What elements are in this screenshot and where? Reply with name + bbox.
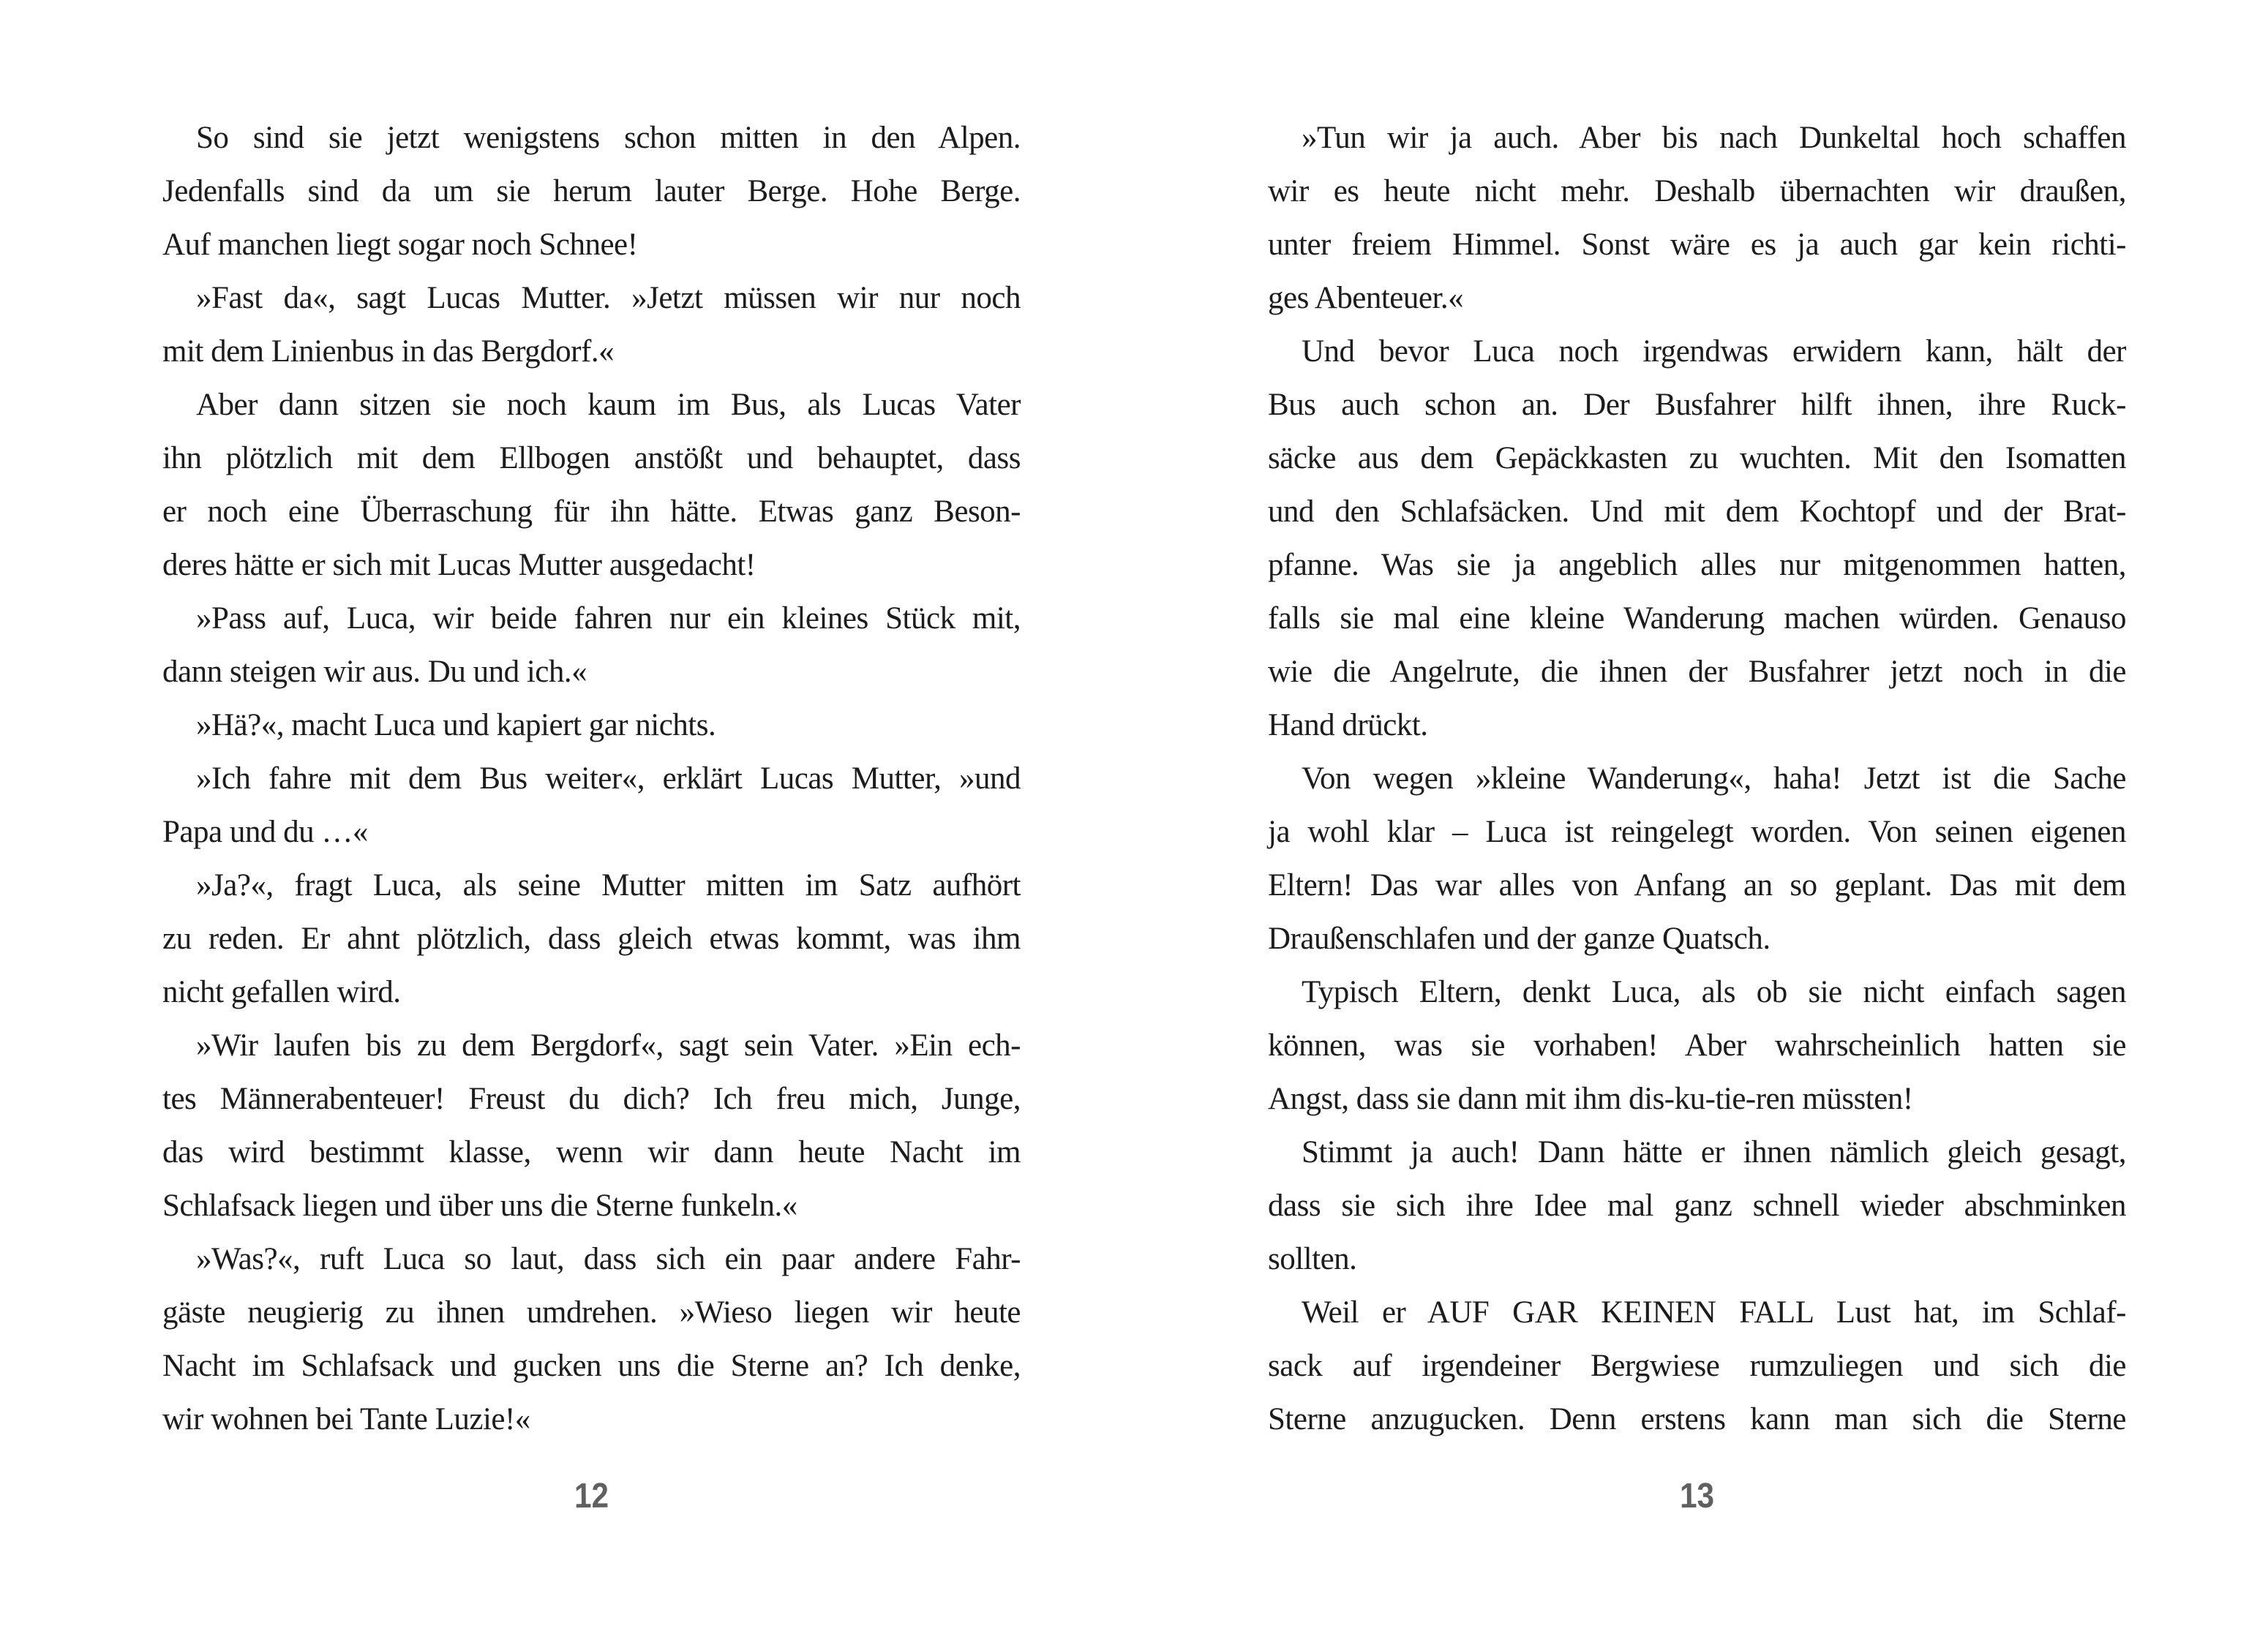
page-number-left: 12 xyxy=(574,1476,609,1516)
text-line: pfanne. Was sie ja angeblich alles nur mitgenommen hatten, xyxy=(1268,548,2126,582)
text-line: wir es heute nicht mehr. Deshalb übernachten wir draußen, xyxy=(1268,174,2126,208)
text-line: ges Abenteuer.« xyxy=(1268,281,1464,315)
text-line: tes Männerabenteuer! Freust du dich? Ich freu mich, Junge, xyxy=(162,1082,1021,1116)
text-line: Sterne anzugucken. Denn erstens kann man sich die Sterne xyxy=(1268,1402,2126,1436)
text-line: er noch eine Überraschung für ihn hätte. Etwas ganz Beson- xyxy=(162,494,1021,529)
text-line: säcke aus dem Gepäckkasten zu wuchten. Mit den Isomatten xyxy=(1268,441,2126,475)
paragraph xyxy=(162,1232,1021,1446)
text-line: können, was sie vorhaben! Aber wahrscheinlich hatten sie xyxy=(1268,1028,2126,1063)
text-line: deres hätte er sich mit Lucas Mutter ausgedacht! xyxy=(162,548,756,582)
text-line: Stimmt ja auch! Dann hätte er ihnen nämlich gleich gesagt, xyxy=(1302,1135,2126,1170)
text-line: So sind sie jetzt wenigstens schon mitten in den Alpen. xyxy=(196,121,1021,155)
paragraph xyxy=(1268,111,2126,325)
paragraph xyxy=(1268,1286,2126,1446)
paragraph xyxy=(162,271,1021,378)
text-line: Auf manchen liegt sogar noch Schnee! xyxy=(162,227,638,262)
paragraph xyxy=(1268,325,2126,752)
text-line: das wird bestimmt klasse, wenn wir dann heute Nacht im xyxy=(162,1135,1021,1170)
text-line: Und bevor Luca noch irgendwas erwidern kann, hält der xyxy=(1302,334,2126,369)
text-line: Papa und du …« xyxy=(162,815,368,849)
text-line: »Fast da«, sagt Lucas Mutter. »Jetzt müssen wir nur noch xyxy=(196,281,1021,315)
paragraph xyxy=(162,592,1021,698)
text-line: sack auf irgendeiner Bergwiese rumzuliegen und sich die xyxy=(1268,1349,2126,1383)
text-line: gäste neugierig zu ihnen umdrehen. »Wieso liegen wir heute xyxy=(162,1295,1021,1330)
text-line: Angst, dass sie dann mit ihm dis-ku-tie-ren müssten! xyxy=(1268,1082,1913,1116)
text-line: Schlafsack liegen und über uns die Sterne funkeln.« xyxy=(162,1189,797,1223)
text-line: wie die Angelrute, die ihnen der Busfahrer jetzt noch in die xyxy=(1268,655,2126,689)
text-line: falls sie mal eine kleine Wanderung machen würden. Genauso xyxy=(1268,601,2126,636)
paragraph xyxy=(162,1019,1021,1232)
text-line: »Ja?«, fragt Luca, als seine Mutter mitten im Satz aufhört xyxy=(196,868,1021,903)
paragraph xyxy=(162,111,1021,271)
text-line: Weil er AUF GAR KEINEN FALL Lust hat, im Schlaf- xyxy=(1302,1295,2126,1330)
paragraph xyxy=(162,698,1021,752)
text-line: sollten. xyxy=(1268,1242,1357,1276)
text-line: dass sie sich ihre Idee mal ganz schnell wieder abschminken xyxy=(1268,1189,2126,1223)
text-line: »Tun wir ja auch. Aber bis nach Dunkeltal hoch schaffen xyxy=(1302,121,2126,155)
text-line: nicht gefallen wird. xyxy=(162,975,401,1009)
text-line: zu reden. Er ahnt plötzlich, dass gleich etwas kommt, was ihm xyxy=(162,922,1021,956)
paragraph xyxy=(162,378,1021,592)
text-line: »Pass auf, Luca, wir beide fahren nur ein kleines Stück mit, xyxy=(196,601,1021,636)
page-number-right: 13 xyxy=(1679,1476,1715,1516)
text-line: mit dem Linienbus in das Bergdorf.« xyxy=(162,334,615,369)
paragraph xyxy=(1268,1126,2126,1286)
page-13-text-column xyxy=(1268,111,2126,1446)
text-line: unter freiem Himmel. Sonst wäre es ja auch gar kein richti- xyxy=(1268,227,2126,262)
page-12-text-column xyxy=(162,111,1021,1446)
text-line: Von wegen »kleine Wanderung«, haha! Jetzt ist die Sache xyxy=(1302,761,2126,796)
paragraph xyxy=(1268,965,2126,1126)
paragraph xyxy=(162,752,1021,859)
paragraph xyxy=(1268,752,2126,965)
paragraph xyxy=(162,859,1021,1019)
text-line: Eltern! Das war alles von Anfang an so geplant. Das mit dem xyxy=(1268,868,2126,903)
text-line: Hand drückt. xyxy=(1268,708,1428,742)
text-line: und den Schlafsäcken. Und mit dem Kochtopf und der Brat- xyxy=(1268,494,2126,529)
text-line: »Ich fahre mit dem Bus weiter«, erklärt Lucas Mutter, »und xyxy=(196,761,1021,796)
text-line: Aber dann sitzen sie noch kaum im Bus, als Lucas Vater xyxy=(196,388,1021,422)
text-line: ja wohl klar – Luca ist reingelegt worden. Von seinen eigenen xyxy=(1268,815,2126,849)
text-line: dann steigen wir aus. Du und ich.« xyxy=(162,655,587,689)
text-line: wir wohnen bei Tante Luzie!« xyxy=(162,1402,530,1436)
text-line: »Wir laufen bis zu dem Bergdorf«, sagt sein Vater. »Ein ech- xyxy=(196,1028,1021,1063)
text-line: Nacht im Schlafsack und gucken uns die Sterne an? Ich denke, xyxy=(162,1349,1021,1383)
text-line: Jedenfalls sind da um sie herum lauter Berge. Hohe Berge. xyxy=(162,174,1021,208)
text-line: Draußenschlafen und der ganze Quatsch. xyxy=(1268,922,1771,956)
text-line: Bus auch schon an. Der Busfahrer hilft ihnen, ihre Ruck- xyxy=(1268,388,2126,422)
text-line: Typisch Eltern, denkt Luca, als ob sie nicht einfach sagen xyxy=(1302,975,2126,1009)
text-line: ihn plötzlich mit dem Ellbogen anstößt und behauptet, dass xyxy=(162,441,1021,475)
text-line: »Was?«, ruft Luca so laut, dass sich ein paar andere Fahr- xyxy=(196,1242,1021,1276)
text-line: »Hä?«, macht Luca und kapiert gar nichts. xyxy=(196,708,716,742)
